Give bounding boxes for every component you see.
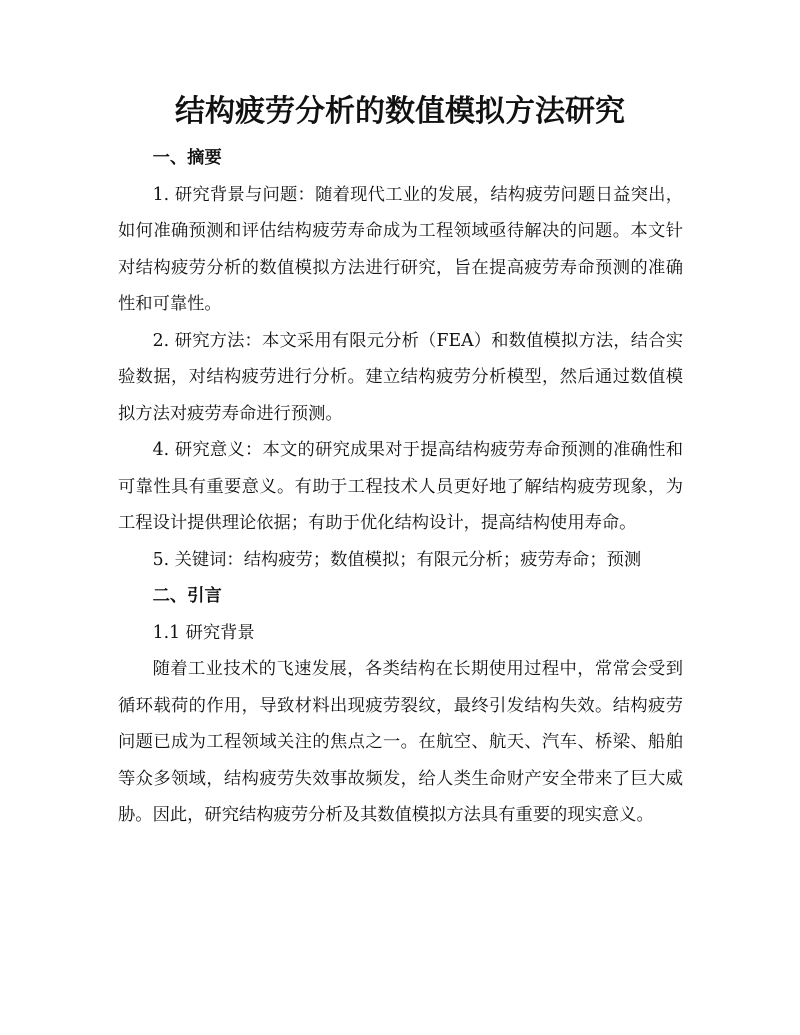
- section-heading-introduction: 二、引言: [152, 586, 222, 606]
- abstract-paragraph-method: 2. 研究方法：本文采用有限元分析（FEA）和数值模拟方法，结合实验数据，对结构疲劳进行分析。建立结构疲劳分析模型，然后通过数值模拟方法对疲劳寿命进行预测。: [118, 330, 683, 424]
- abstract-paragraph-significance: 4. 研究意义：本文的研究成果对于提高结构疲劳寿命预测的准确性和可靠性具有重要意义。有助于工程技术人员更好地了解结构疲劳现象，为工程设计提供理论依据；有助于优化结构设计，提高结构使用寿命。: [118, 440, 683, 533]
- introduction-paragraph: 随着工业技术的飞速发展，各类结构在长期使用过程中，常常会受到循环载荷的作用，导致材料出现疲劳裂纹，最终引发结构失效。结构疲劳问题已成为工程领域关注的焦点之一。在航空、航天、汽车、桥梁、船舶等众多领域，结构疲劳失效事故频发，给人类生命财产安全带来了巨大威胁。因此，研究结构疲劳分析及其数值模拟方法具有重要的现实意义。: [118, 659, 683, 825]
- section-heading-abstract: 一、摘要: [152, 148, 222, 168]
- subsection-heading-background: 1.1 研究背景: [152, 622, 255, 643]
- document-title: 结构疲劳分析的数值模拟方法研究: [175, 94, 625, 129]
- document-body: [118, 140, 683, 834]
- abstract-paragraph-background: 1. 研究背景与问题：随着现代工业的发展，结构疲劳问题日益突出，如何准确预测和评估结构疲劳寿命成为工程领域亟待解决的问题。本文针对结构疲劳分析的数值模拟方法进行研究，旨在提高疲劳寿命预测的准确性和可靠性。: [118, 184, 683, 314]
- abstract-paragraph-keywords: 5. 关键词：结构疲劳；数值模拟；有限元分析；疲劳寿命；预测: [152, 549, 642, 570]
